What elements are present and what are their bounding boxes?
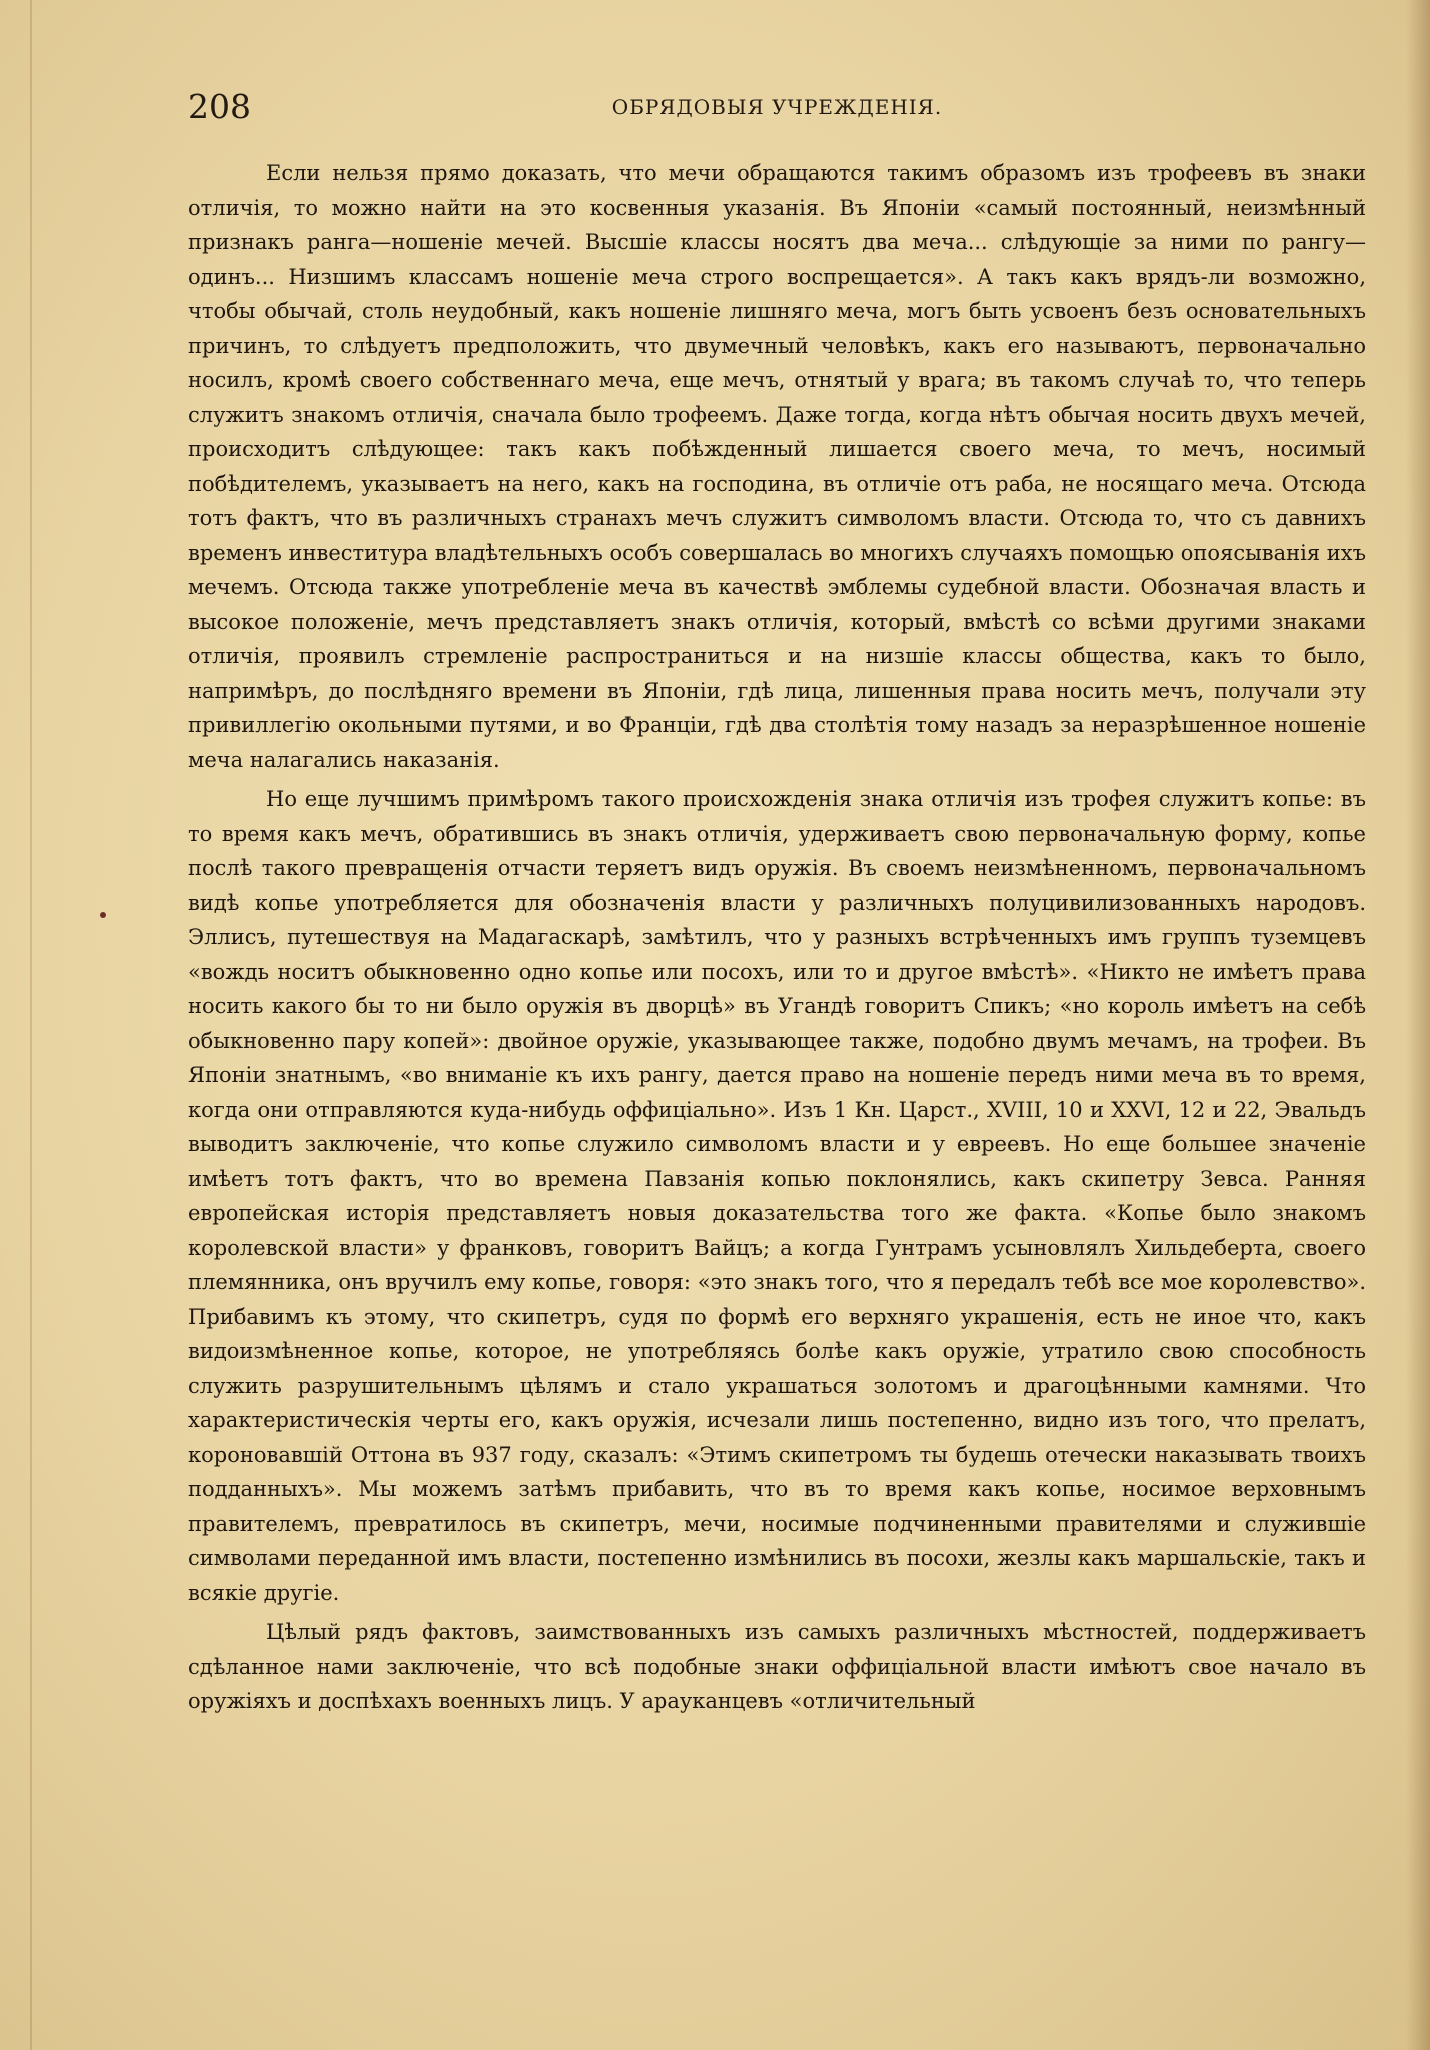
margin-mark <box>100 912 106 918</box>
running-head: ОБРЯДОВЫЯ УЧРЕЖДЕНІЯ. <box>611 95 943 119</box>
page-header <box>188 82 1366 132</box>
page-number: 208 <box>188 87 251 126</box>
paragraph: Если нельзя прямо доказать, что мечи обращаются такимъ образомъ изъ трофеевъ въ знаки отличія, то можно найти на это косвенныя указанія. Въ Японіи «самый постоянный, неизмѣнный признакъ ранга—ношеніе мечей. Высшіе классы носятъ два меча... слѣдующіе за ними по рангу—одинъ... Низшимъ классамъ ношеніе меча строго воспрещается». А такъ какъ врядъ-ли возможно, чтобы обычай, столь неудобный, какъ ношеніе лишняго меча, могъ быть усвоенъ безъ основательныхъ причинъ, то слѣдуетъ предположить, что двумечный человѣкъ, какъ его называютъ, первоначально носилъ, кромѣ своего собственнаго меча, еще мечъ, отнятый у врага; въ такомъ случаѣ то, что теперь служитъ знакомъ отличія, сначала было трофеемъ. Даже тогда, когда нѣтъ обычая носить двухъ мечей, происходитъ слѣдующее: такъ какъ побѣжденный лишается своего меча, то мечъ, носимый побѣдителемъ, указываетъ на него, какъ на господина, въ отличіе отъ раба, не носящаго меча. Отсюда тотъ фактъ, что въ различныхъ странахъ мечъ служитъ символомъ власти. Отсюда то, что съ давнихъ временъ инвеститура владѣтельныхъ особъ совершалась во многихъ случаяхъ помощью опоясыванія ихъ мечемъ. Отсюда также употребленіе меча въ качествѣ эмблемы судебной власти. Обозначая власть и высокое положеніе, мечъ представляетъ знакъ отличія, который, вмѣстѣ со всѣми другими знаками отличія, проявилъ стремленіе распространиться и на низшіе классы общества, какъ то было, напримѣръ, до послѣдняго времени въ Японіи, гдѣ лица, лишенныя права носить мечъ, получали эту привиллегію окольными путями, и во Франціи, гдѣ два столѣтія тому назадъ за неразрѣшенное ношеніе меча налагались наказанія. <box>188 161 1366 772</box>
paragraph: Цѣлый рядъ фактовъ, заимствованныхъ изъ самыхъ различныхъ мѣстностей, поддерживаетъ сдѣланное нами заключеніе, что всѣ подобные знаки оффиціальной власти имѣютъ свое начало въ оружіяхъ и доспѣхахъ военныхъ лицъ. У арауканцевъ «отличительный <box>188 1620 1366 1713</box>
paragraph: Но еще лучшимъ примѣромъ такого происхожденія знака отличія изъ трофея служитъ копье: въ то время какъ мечъ, обратившись въ знакъ отличія, удерживаетъ свою первоначальную форму, копье послѣ такого превращенія отчасти теряетъ видъ оружія. Въ своемъ неизмѣненномъ, первоначальномъ видѣ копье употребляется для обозначенія власти у различныхъ полуцивилизованныхъ народовъ. Эллисъ, путешествуя на Мадагаскарѣ, замѣтилъ, что у разныхъ встрѣченныхъ имъ группъ туземцевъ «вождь носитъ обыкновенно одно копье или посохъ, или то и другое вмѣстѣ». «Никто не имѣетъ права носить какого бы то ни было оружія въ дворцѣ» въ Угандѣ говоритъ Спикъ; «но король имѣетъ на себѣ обыкновенно пару копей»: двойное оружіе, указывающее также, подобно двумъ мечамъ, на трофеи. Въ Японіи знатнымъ, «во вниманіе къ ихъ рангу, дается право на ношеніе передъ ними меча въ то время, когда они отправляются куда-нибудь оффиціально». Изъ 1 Кн. Царст., XVIII, 10 и XXVI, 12 и 22, Эвальдъ выводитъ заключеніе, что копье служило символомъ власти и у евреевъ. Но еще большее значеніе имѣетъ тотъ фактъ, что во времена Павзанія копью поклонялись, какъ скипетру Зевса. Ранняя европейская исторія представляетъ новыя доказательства того же факта. «Копье было знакомъ королевской власти» у франковъ, говоритъ Вайцъ; а когда Гунтрамъ усыновлялъ Хильдеберта, своего племянника, онъ вручилъ ему копье, говоря: «это знакъ того, что я передалъ тебѣ все мое королевство». Прибавимъ къ этому, что скипетръ, судя по формѣ его верхняго украшенія, есть не иное что, какъ видоизмѣненное копье, которое, не употребляясь болѣе какъ оружіе, утратило свою способность служить разрушительнымъ цѣлямъ и стало украшаться золотомъ и драгоцѣнными камнями. Что характеристическія черты его, какъ оружія, исчезали лишь постепенно, видно изъ того, что прелатъ, короновавшій Оттона въ 937 году, сказалъ: «Этимъ скипетромъ ты будешь отечески наказывать твоихъ подданныхъ». Мы можемъ затѣмъ прибавить, что въ то время какъ копье, носимое верховнымъ правителемъ, превратилось въ скипетръ, мечи, носимые подчиненными правителями и служившіе символами переданной имъ власти, постепенно измѣнились въ посохи, жезлы какъ маршальскіе, такъ и всякіе другіе. <box>188 787 1366 1605</box>
page-gutter-shadow <box>30 0 32 2050</box>
body-text <box>188 156 1366 1719</box>
